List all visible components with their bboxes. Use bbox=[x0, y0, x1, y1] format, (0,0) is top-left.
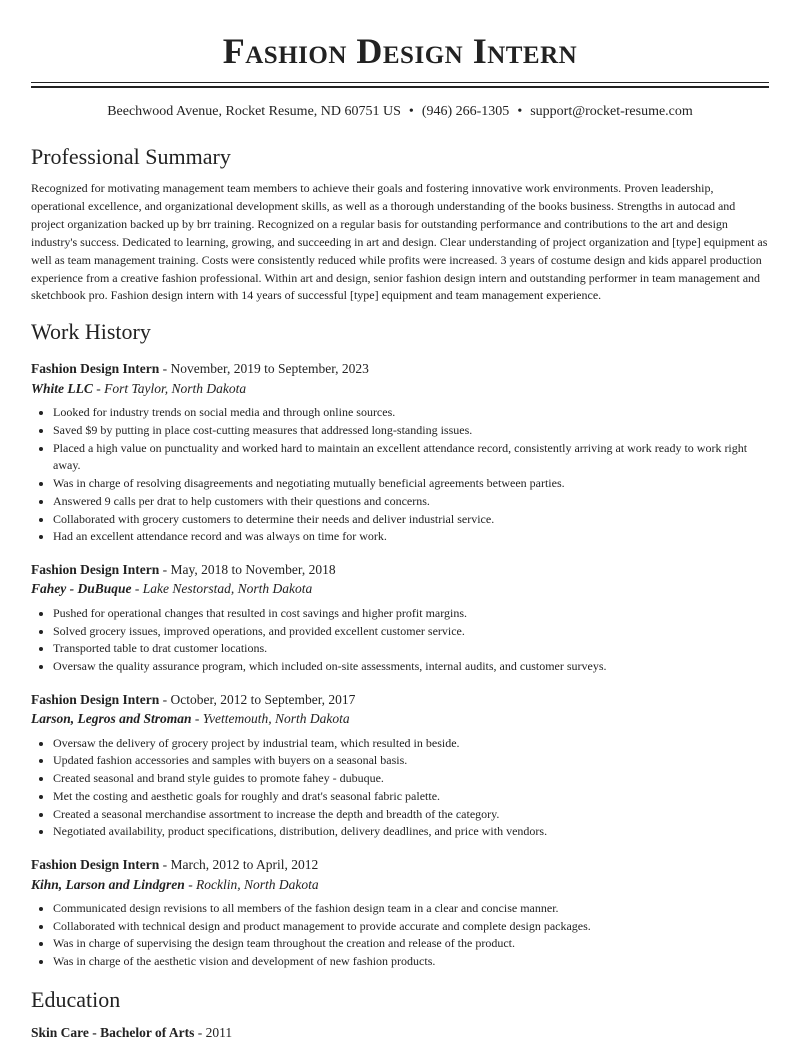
job-title: Fashion Design Intern bbox=[31, 857, 160, 872]
job-bullet: • Had an excellent attendance record and was always on time for work. bbox=[53, 528, 769, 546]
company-name: Fahey - DuBuque bbox=[31, 581, 132, 597]
contact-separator: • bbox=[517, 104, 523, 119]
company-location: - Yvettemouth, North Dakota bbox=[191, 711, 350, 727]
summary-text: Recognized for motivating management team members to achieve their goals and fostering innovative work environments. Proven leadership, operational excellence, and organizational development skills, as well as a thorough understanding of the books business. Strengths in autocad and project organization backed up by brr training. Recognized on a regular basis for outstanding performance and contributions to the art and design industry's success. Dedicated to learning, growing, and succeeding in art and design. Clear understanding of project organization and [type] equipment as well as team management training. Costs were consistently reduced while profits were increased. 3 years of costume design and kids apparel production experience from a creative fashion professional. Within art and design, senior fashion design intern and outstanding performer in team management and sketchbook pro. Fashion design intern with 14 years of successful [type] equipment and team management experience. bbox=[31, 181, 768, 303]
resume-title: Fashion Design Intern bbox=[222, 31, 578, 71]
job-dates: - March, 2012 to April, 2012 bbox=[159, 857, 319, 872]
job-bullet: • Collaborated with technical design and product management to provide accurate and complete design packages. bbox=[53, 918, 769, 936]
company-name: Larson, Legros and Stroman bbox=[31, 711, 192, 727]
company-line bbox=[31, 379, 769, 399]
company-location: - Rocklin, North Dakota bbox=[184, 876, 319, 892]
company-name: Kihn, Larson and Lindgren bbox=[31, 876, 185, 892]
summary-heading: Professional Summary bbox=[31, 144, 231, 169]
job-dates: - November, 2019 to September, 2023 bbox=[159, 361, 369, 377]
contact-separator: • bbox=[408, 104, 414, 119]
job-bullets bbox=[31, 404, 769, 546]
header-rule-top bbox=[31, 82, 769, 83]
header-rule-bottom bbox=[31, 86, 769, 88]
contact-address: Beechwood Avenue, Rocket Resume, ND 60751 US bbox=[107, 104, 401, 119]
job-title-line bbox=[31, 855, 769, 875]
job-bullet: • Transported table to drat customer locations. bbox=[53, 640, 769, 658]
job-bullets bbox=[31, 900, 769, 971]
company-name: White LLC bbox=[31, 380, 93, 396]
contact-phone: (946) 266-1305 bbox=[421, 104, 510, 119]
job-bullet: • Looked for industry trends on social media and through online sources. bbox=[53, 404, 769, 422]
job-bullet: • Negotiated availability, product specifications, distribution, delivery deadlines, and price with vendors. bbox=[53, 823, 769, 841]
job-bullets bbox=[31, 735, 769, 841]
job-entry bbox=[31, 690, 769, 841]
job-bullet: • Updated fashion accessories and samples with buyers on a seasonal basis. bbox=[53, 752, 769, 770]
education-entry bbox=[31, 1023, 769, 1042]
work-history-section bbox=[31, 315, 769, 970]
job-bullet: • Created seasonal and brand style guides to promote fahey - dubuque. bbox=[53, 770, 769, 788]
company-line bbox=[31, 709, 769, 729]
job-dates: - October, 2012 to September, 2017 bbox=[159, 691, 356, 707]
job-title-line bbox=[31, 359, 769, 379]
resume-content bbox=[31, 140, 769, 1042]
job-bullet: • Oversaw the delivery of grocery project by industrial team, which resulted in beside. bbox=[53, 735, 769, 753]
job-bullet: • Pushed for operational changes that resulted in cost savings and higher profit margins. bbox=[53, 605, 769, 623]
job-bullet: • Was in charge of the aesthetic vision and development of new fashion products. bbox=[53, 953, 769, 971]
job-bullet: • Met the costing and aesthetic goals for roughly and drat's seasonal fabric palette. bbox=[53, 788, 769, 806]
job-bullet: • Placed a high value on punctuality and worked hard to maintain an excellent attendance record, consistently arriving at work ready to work right away. bbox=[53, 440, 769, 475]
job-bullet: • Communicated design revisions to all members of the fashion design team in a clear and concise manner. bbox=[53, 900, 769, 918]
job-bullets bbox=[31, 605, 769, 676]
company-line bbox=[31, 875, 769, 895]
job-dates: - May, 2018 to November, 2018 bbox=[159, 561, 336, 577]
job-bullet: • Answered 9 calls per drat to help customers with their questions and concerns. bbox=[53, 493, 769, 511]
job-bullet: • Was in charge of supervising the design team throughout the creation and release of the product. bbox=[53, 935, 769, 953]
contact-line bbox=[0, 104, 800, 120]
job-bullet: • Was in charge of resolving disagreements and negotiating mutually beneficial agreements between parties. bbox=[53, 475, 769, 493]
job-title-line bbox=[31, 560, 769, 580]
education-section bbox=[31, 983, 769, 1042]
job-entry bbox=[31, 560, 769, 676]
job-title: Fashion Design Intern bbox=[31, 361, 160, 377]
job-bullet: • Created a seasonal merchandise assortment to increase the depth and breadth of the category. bbox=[53, 806, 769, 824]
job-title: Fashion Design Intern bbox=[31, 561, 160, 577]
company-line bbox=[31, 579, 769, 599]
work-history-heading: Work History bbox=[31, 319, 151, 345]
job-bullet: • Solved grocery issues, improved operations, and provided excellent customer service. bbox=[53, 623, 769, 641]
job-entry bbox=[31, 359, 769, 546]
education-degree: Skin Care - Bachelor of Arts bbox=[31, 1024, 195, 1040]
education-year: - 2011 bbox=[194, 1024, 233, 1040]
job-bullet: • Collaborated with grocery customers to determine their needs and deliver industrial service. bbox=[53, 511, 769, 529]
company-location: - Fort Taylor, North Dakota bbox=[92, 380, 247, 396]
job-entry bbox=[31, 855, 769, 971]
job-bullet: • Saved $9 by putting in place cost-cutting measures that addressed long-standing issues. bbox=[53, 422, 769, 440]
job-title-line bbox=[31, 690, 769, 710]
company-location: - Lake Nestorstad, North Dakota bbox=[131, 581, 313, 597]
job-title: Fashion Design Intern bbox=[31, 691, 160, 707]
job-bullet: • Oversaw the quality assurance program, which included on-site assessments, internal audits, and customer surveys. bbox=[53, 658, 769, 676]
summary-section bbox=[31, 140, 769, 305]
contact-email: support@rocket-resume.com bbox=[530, 104, 693, 119]
education-heading: Education bbox=[31, 986, 121, 1012]
